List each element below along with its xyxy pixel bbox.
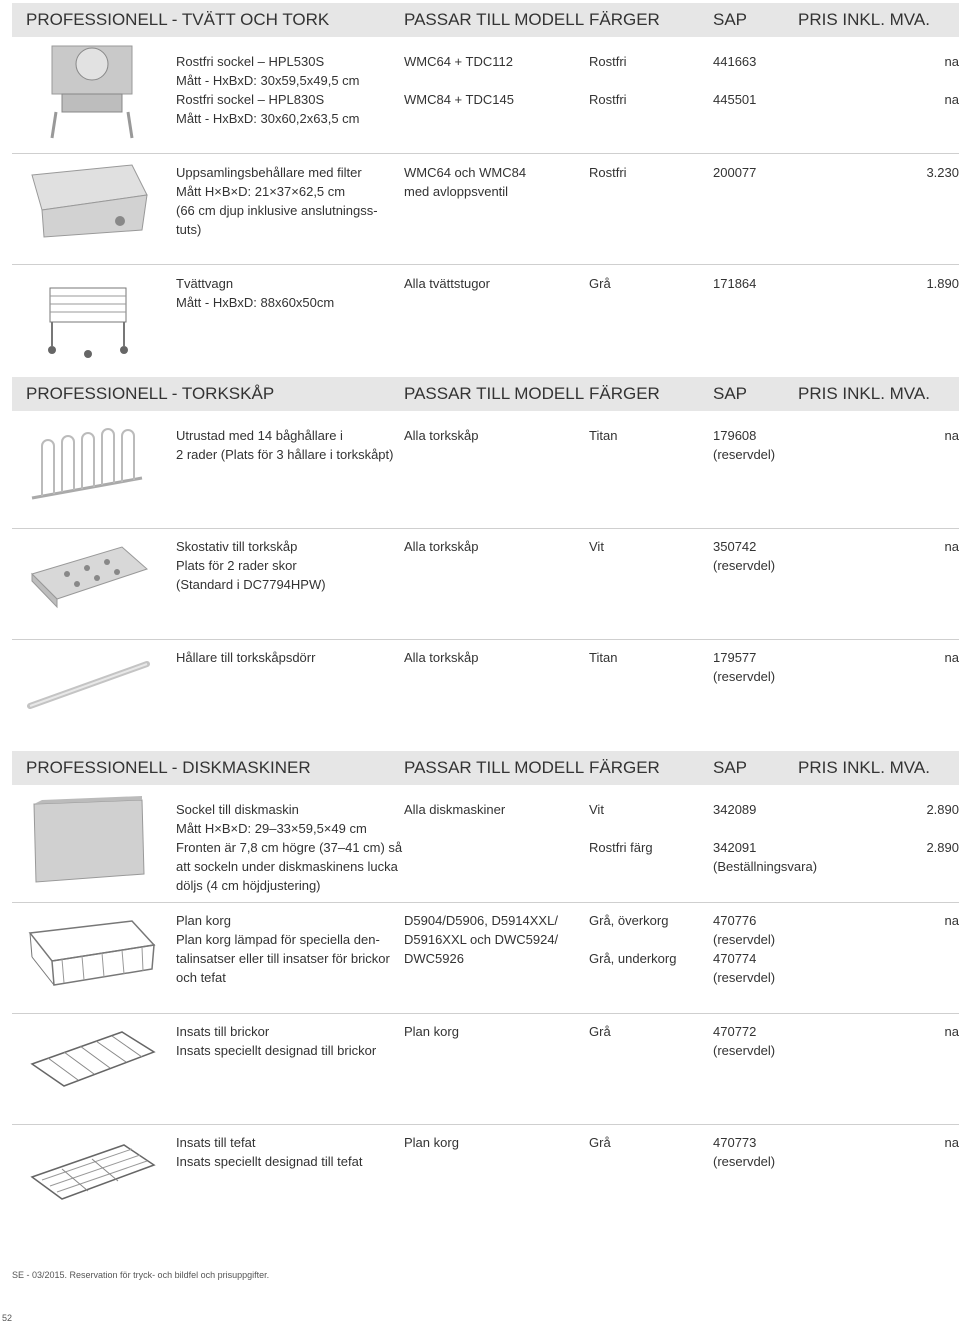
- product-row: [12, 648, 959, 748]
- laundry-cart-image: [12, 266, 162, 366]
- product-color: Titan: [589, 428, 618, 443]
- arc-holder-image: [12, 418, 162, 518]
- washer-socket-image: [12, 44, 162, 144]
- product-price: na: [944, 1135, 959, 1150]
- product-row: [12, 426, 959, 526]
- product-color: Titan: [589, 650, 618, 665]
- product-description: Hållare till torkskåpsdörr: [176, 650, 316, 665]
- col-model-header: PASSAR TILL MODELL: [404, 758, 585, 777]
- section-title: PROFESSIONELL - TORKSKÅP: [26, 384, 275, 403]
- product-model: WMC64 och WMC84 med avloppsventil: [404, 165, 527, 199]
- product-sap: 200077: [713, 165, 757, 180]
- product-model: Alla tvättstugor: [404, 276, 490, 291]
- product-row: [12, 800, 959, 900]
- product-price: na: [944, 650, 959, 665]
- product-price: 2.890 2.890: [926, 802, 959, 855]
- product-row: [12, 537, 959, 637]
- footer-disclaimer: SE - 03/2015. Reservation för tryck- och bildfel och prisuppgifter.: [12, 1270, 270, 1280]
- col-sap-header: SAP: [713, 758, 748, 777]
- product-color: Grå: [589, 1135, 611, 1150]
- product-sap: 470776 (reservdel) 470774 (reservdel): [713, 913, 776, 985]
- col-sap-header: SAP: [713, 10, 748, 29]
- product-description: Plan korg Plan korg lämpad för speciella den- talinsatser eller till insatser för brickor och tefat: [176, 913, 390, 985]
- section-header-diskmaskiner: [12, 751, 959, 785]
- tray-insert-image: [12, 1014, 162, 1114]
- product-price: na na: [944, 54, 959, 107]
- product-row: [12, 911, 959, 1011]
- product-description: Sockel till diskmaskin Mått H×B×D: 29–33×59,5×49 cm Fronten är 7,8 cm högre (37–41 cm) så att sockeln under diskmaskinens lucka döljs (4 cm höjdjustering): [176, 802, 403, 893]
- product-sap: 470773 (reservdel): [713, 1135, 776, 1169]
- product-sap: 470772 (reservdel): [713, 1024, 776, 1058]
- product-row: [12, 1133, 959, 1233]
- product-sap: 342089 342091 (Beställningsvara): [713, 802, 818, 874]
- product-price: na: [944, 539, 959, 554]
- product-color: Rostfri: [589, 165, 627, 180]
- product-price: 1.890: [926, 276, 959, 291]
- product-sap: 179608 (reservdel): [713, 428, 776, 462]
- product-model: Plan korg: [404, 1024, 459, 1039]
- product-description: Rostfri sockel – HPL530S Mått - HxBxD: 30x59,5x49,5 cm Rostfri sockel – HPL830S Mått - HxBxD: 30x60,2x63,5 cm: [176, 54, 360, 126]
- col-model-header: PASSAR TILL MODELL: [404, 384, 585, 403]
- col-sap-header: SAP: [713, 384, 748, 403]
- product-model: WMC64 + TDC112 WMC84 + TDC145: [404, 54, 514, 107]
- section-header-torkskap: [12, 377, 959, 411]
- dishwasher-socket-image: [12, 792, 162, 892]
- row-divider: [12, 264, 959, 265]
- product-row: [12, 1022, 959, 1122]
- door-holder-image: [12, 640, 162, 740]
- product-row: [12, 274, 959, 374]
- product-description: Uppsamlingsbehållare med filter Mått H×B×D: 21×37×62,5 cm (66 cm djup inklusive anslutningss- tuts): [176, 165, 378, 237]
- product-row: [12, 52, 959, 152]
- product-sap: 171864: [713, 276, 757, 291]
- product-model: Alla diskmaskiner: [404, 802, 506, 817]
- product-description: Skostativ till torkskåp Plats för 2 rader skor (Standard i DC7794HPW): [176, 539, 326, 592]
- col-price-header: PRIS INKL. MVA.: [798, 758, 930, 777]
- product-description: Tvättvagn Mått - HxBxD: 88x60x50cm: [176, 276, 335, 310]
- product-model: Plan korg: [404, 1135, 459, 1150]
- saucer-insert-image: [12, 1125, 162, 1225]
- product-model: Alla torkskåp: [404, 650, 479, 665]
- product-sap: 441663 445501: [713, 54, 757, 107]
- col-color-header: FÄRGER: [589, 10, 660, 29]
- collection-tray-image: [12, 155, 162, 255]
- product-price: na: [944, 1024, 959, 1039]
- product-model: D5904/D5906, D5914XXL/ D5916XXL och DWC5924/ DWC5926: [404, 913, 559, 966]
- product-sap: 179577 (reservdel): [713, 650, 776, 684]
- col-model-header: PASSAR TILL MODELL: [404, 10, 585, 29]
- section-title: PROFESSIONELL - TVÄTT OCH TORK: [26, 10, 330, 29]
- row-divider: [12, 153, 959, 154]
- wire-basket-image: [12, 903, 162, 1003]
- col-color-header: FÄRGER: [589, 758, 660, 777]
- product-model: Alla torkskåp: [404, 428, 479, 443]
- product-model: Alla torkskåp: [404, 539, 479, 554]
- product-color: Vit Rostfri färg: [589, 802, 653, 855]
- product-color: Grå: [589, 1024, 611, 1039]
- product-sap: 350742 (reservdel): [713, 539, 776, 573]
- page-number: 52: [2, 1313, 13, 1323]
- product-description: Utrustad med 14 båghållare i 2 rader (Plats för 3 hållare i torkskåpt): [176, 428, 394, 462]
- col-price-header: PRIS INKL. MVA.: [798, 384, 930, 403]
- col-price-header: PRIS INKL. MVA.: [798, 10, 930, 29]
- product-description: Insats till tefat Insats speciellt designad till tefat: [176, 1135, 363, 1169]
- section-header-tvatt: [12, 3, 959, 37]
- section-title: PROFESSIONELL - DISKMASKINER: [26, 758, 311, 777]
- product-price: na: [944, 428, 959, 443]
- product-row: [12, 163, 959, 263]
- product-color: Grå, överkorg Grå, underkorg: [589, 913, 677, 966]
- shoe-rack-image: [12, 529, 162, 629]
- product-price: 3.230: [926, 165, 959, 180]
- product-price: na: [944, 913, 959, 928]
- product-color: Rostfri Rostfri: [589, 54, 627, 107]
- col-color-header: FÄRGER: [589, 384, 660, 403]
- product-color: Vit: [589, 539, 604, 554]
- product-description: Insats till brickor Insats speciellt designad till brickor: [176, 1024, 377, 1058]
- product-color: Grå: [589, 276, 611, 291]
